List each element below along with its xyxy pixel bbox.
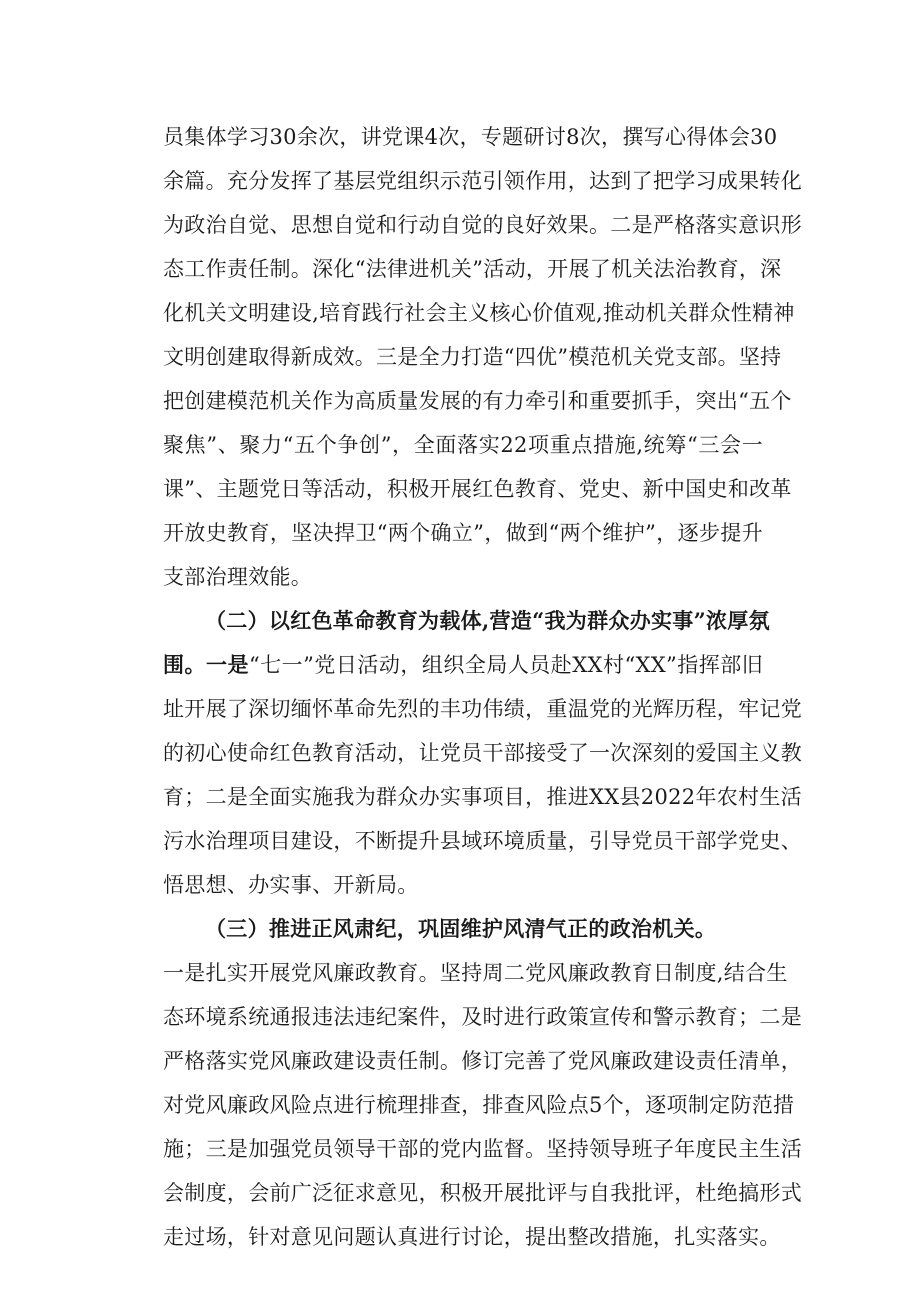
- paragraph-line: [163, 645, 763, 685]
- paragraph-line: 施；三是加强党员领导干部的党内监督。坚持领导班子年度民主生活: [163, 1137, 802, 1161]
- paragraph-line: 态环境系统通报违法违纪案件，及时进行政策宣传和警示教育；二是: [163, 1005, 802, 1029]
- paragraph-line: 余篇。充分发挥了基层党组织示范引领作用，达到了把学习成果转化: [163, 169, 802, 193]
- paragraph-line: 的初心使命红色教育活动，让党员干部接受了一次深刻的爱国主义教: [163, 741, 802, 765]
- paragraph-line: 污水治理项目建设，不断提升县域环境质量，引导党员干部学党史、: [163, 829, 802, 853]
- paragraph-line: 育；二是全面实施我为群众办实事项目，推进XX县2022年农村生活: [163, 785, 802, 809]
- paragraph-line: 员集体学习30余次，讲党课4次，专题研讨8次，撰写心得体会30: [163, 125, 778, 149]
- paragraph-line: 对党风廉政风险点进行梳理排查，排查风险点5个，逐项制定防范措: [163, 1093, 795, 1117]
- paragraph-line: 开放史教育，坚决捍卫“两个确立”，做到“两个维护”，逐步提升: [163, 521, 763, 545]
- paragraph-line: 支部治理效能。: [163, 565, 313, 589]
- paragraph-line: 走过场，针对意见问题认真进行讨论，提出整改措施，扎实落实。: [163, 1225, 781, 1249]
- paragraph-line: 一是扎实开展党风廉政教育。坚持周二党风廉政教育日制度,结合生: [163, 961, 788, 985]
- section-heading-tail: 围。一是: [163, 652, 249, 677]
- paragraph-line: 为政治自觉、思想自觉和行动自觉的良好效果。二是严格落实意识形: [163, 213, 802, 237]
- paragraph-line: 严格落实党风廉政建设责任制。修订完善了党风廉政建设责任清单，: [163, 1049, 802, 1073]
- paragraph-text: “七一”党日活动，组织全局人员赴XX村“XX”指挥部旧: [248, 653, 764, 677]
- paragraph-line: 文明创建取得新成效。三是全力打造“四优”模范机关党支部。坚持: [163, 345, 782, 369]
- paragraph-line: 聚焦”、聚力“五个争创”，全面落实22项重点措施,统筹“三会一: [163, 433, 763, 457]
- paragraph-line: 化机关文明建设,培育践行社会主义核心价值观,推动机关群众性精神: [163, 301, 795, 325]
- paragraph-line: 悟思想、办实事、开新局。: [163, 873, 419, 897]
- paragraph-line: 课”、主题党日等活动，积极开展红色教育、党史、新中国史和改革: [163, 477, 792, 501]
- paragraph-line: 态工作责任制。深化“法律进机关”活动，开展了机关法治教育，深: [163, 257, 782, 281]
- paragraph-line: 把创建模范机关作为高质量发展的有力牵引和重要抓手，突出“五个: [163, 389, 792, 413]
- paragraph-line: 址开展了深切缅怀革命先烈的丰功伟绩，重温党的光辉历程，牢记党: [163, 697, 802, 721]
- section-heading: （二）以红色革命教育为载体,营造“我为群众办实事”浓厚氛: [205, 608, 770, 633]
- paragraph-line: 会制度，会前广泛征求意见，积极开展批评与自我批评，杜绝搞形式: [163, 1181, 802, 1205]
- section-heading: （三）推进正风肃纪，巩固维护风清气正的政治机关。: [205, 916, 717, 941]
